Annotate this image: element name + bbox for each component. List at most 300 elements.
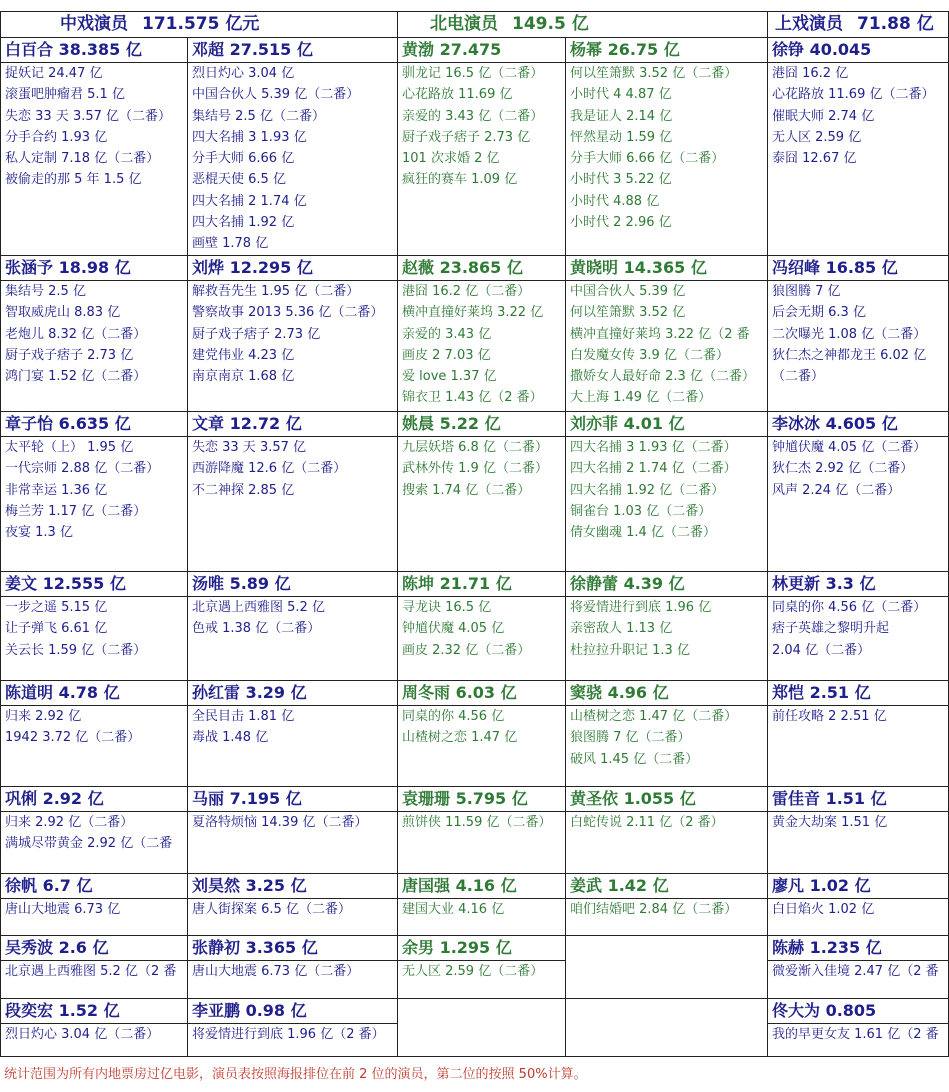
actor-cell bbox=[772, 413, 946, 570]
name-divider bbox=[397, 705, 565, 706]
film-entry: 爱 love 1.37 亿 bbox=[402, 369, 497, 385]
actor-cell bbox=[192, 39, 394, 254]
group-header bbox=[60, 12, 259, 36]
film-entry: 分手大师 6.66 亿 bbox=[192, 151, 295, 167]
actor-name: 徐铮 40.045 bbox=[772, 40, 872, 59]
film-list bbox=[772, 597, 946, 661]
film-entry: 北京遇上西雅图 5.2 亿（2 番 bbox=[5, 964, 177, 979]
actor-cell bbox=[402, 413, 562, 570]
film-list bbox=[402, 281, 562, 409]
film-entry: 中国合伙人 5.39 亿（二番） bbox=[192, 87, 360, 103]
film-entry: 钟馗伏魔 4.05 亿 bbox=[402, 621, 505, 637]
film-entry: 唐山大地震 6.73 亿（二番） bbox=[192, 964, 360, 979]
film-entry: 武林外传 1.9 亿（二番） bbox=[402, 461, 548, 477]
film-list bbox=[570, 281, 764, 409]
film-entry: 何以笙箫默 3.52 亿 bbox=[570, 305, 686, 321]
film-entry: 何以笙箫默 3.52 亿（二番） bbox=[570, 66, 738, 81]
name-divider bbox=[767, 960, 949, 961]
name-divider bbox=[397, 811, 565, 812]
film-entry: 1942 3.72 亿（二番） bbox=[5, 730, 141, 746]
name-divider bbox=[0, 960, 187, 961]
film-entry: 小时代 3 5.22 亿 bbox=[570, 172, 672, 188]
film-entry: 关云长 1.59 亿（二番） bbox=[5, 642, 147, 658]
actor-cell bbox=[192, 937, 394, 997]
film-list bbox=[570, 597, 764, 661]
column-divider bbox=[397, 11, 398, 1056]
film-entry: 一代宗师 2.88 亿（二番） bbox=[5, 461, 160, 477]
name-divider bbox=[397, 436, 565, 437]
name-divider bbox=[187, 436, 397, 437]
film-entry: 101 次求婚 2 亿 bbox=[402, 151, 500, 167]
film-entry: 痞子英雄之黎明升起 bbox=[772, 621, 890, 637]
film-list bbox=[5, 63, 184, 191]
film-list bbox=[192, 437, 394, 501]
row-divider bbox=[0, 998, 949, 999]
actor-name: 郑恺 2.51 亿 bbox=[772, 683, 871, 702]
film-entry: 我是证人 2.14 亿 bbox=[570, 108, 673, 124]
actor-cell bbox=[772, 937, 946, 997]
actor-name: 陈道明 4.78 亿 bbox=[5, 683, 120, 702]
film-entry: 煎饼侠 11.59 亿（二番） bbox=[402, 815, 552, 830]
name-divider bbox=[187, 1023, 397, 1024]
actor-cell bbox=[5, 257, 184, 410]
actor-cell bbox=[5, 875, 184, 934]
film-entry: 山楂树之恋 1.47 亿 bbox=[402, 730, 518, 746]
film-list bbox=[192, 812, 394, 833]
film-entry: 横冲直撞好莱坞 3.22 亿（2 番 bbox=[570, 326, 750, 342]
film-entry: 狼图腾 7 亿 bbox=[772, 284, 841, 299]
column-divider bbox=[565, 37, 566, 1056]
film-entry: 杜拉拉升职记 1.3 亿 bbox=[570, 642, 690, 658]
group-total: 149.5 亿 bbox=[512, 14, 589, 34]
film-list bbox=[5, 961, 184, 982]
group-total: 71.88 亿 bbox=[857, 14, 934, 34]
film-entry: 厨子戏子痞子 2.73 亿 bbox=[192, 326, 321, 342]
film-entry: 铜雀台 1.03 亿（二番） bbox=[570, 503, 712, 519]
actor-name: 张涵予 18.98 亿 bbox=[5, 258, 131, 277]
actor-cell bbox=[772, 573, 946, 679]
film-entry: 前任攻略 2 2.51 亿 bbox=[772, 709, 887, 724]
actor-cell bbox=[402, 682, 562, 785]
film-entry: 同桌的你 4.56 亿 bbox=[402, 709, 505, 724]
film-entry: 疯狂的赛车 1.09 亿 bbox=[402, 172, 518, 188]
actor-name: 马丽 7.195 亿 bbox=[192, 789, 302, 808]
group-header bbox=[430, 12, 589, 36]
actor-name: 周冬雨 6.03 亿 bbox=[402, 683, 517, 702]
film-entry: 夜宴 1.3 亿 bbox=[5, 525, 73, 541]
film-entry: 画皮 2 7.03 亿 bbox=[402, 347, 491, 363]
name-divider bbox=[397, 898, 565, 899]
name-divider bbox=[0, 436, 187, 437]
actor-name: 余男 1.295 亿 bbox=[402, 938, 512, 957]
name-divider bbox=[767, 280, 949, 281]
actor-name: 刘亦菲 4.01 亿 bbox=[570, 414, 685, 433]
film-entry: 风声 2.24 亿（二番） bbox=[772, 482, 901, 498]
film-entry: 全民目击 1.81 亿 bbox=[192, 709, 295, 724]
actor-cell bbox=[772, 39, 946, 254]
film-entry: 黄金大劫案 1.51 亿 bbox=[772, 815, 888, 830]
film-entry: 厨子戏子痞子 2.73 亿 bbox=[5, 347, 134, 363]
film-list bbox=[192, 63, 394, 255]
film-entry: 我的早更女友 1.61 亿（2 番 bbox=[772, 1027, 939, 1042]
actor-cell bbox=[192, 1000, 394, 1055]
film-list bbox=[402, 706, 562, 749]
film-entry: 唐山大地震 6.73 亿 bbox=[5, 902, 121, 917]
row-divider bbox=[0, 37, 949, 38]
actor-name: 白百合 38.385 亿 bbox=[5, 40, 142, 59]
actor-cell bbox=[570, 682, 764, 785]
film-entry: 梅兰芳 1.17 亿（二番） bbox=[5, 503, 147, 519]
film-entry: 归来 2.92 亿 bbox=[5, 709, 82, 724]
column-divider bbox=[187, 37, 188, 1056]
film-list bbox=[192, 961, 394, 982]
actor-cell bbox=[570, 573, 764, 679]
film-list bbox=[5, 281, 184, 387]
film-entry: 四大名捕 3 1.93 亿（二番） bbox=[570, 440, 737, 455]
name-divider bbox=[565, 62, 767, 63]
name-divider bbox=[0, 596, 187, 597]
actor-cell bbox=[570, 39, 764, 254]
name-divider bbox=[397, 62, 565, 63]
film-entry: 北京遇上西雅图 5.2 亿 bbox=[192, 600, 325, 615]
name-divider bbox=[767, 705, 949, 706]
film-entry: 四大名捕 1.92 亿 bbox=[192, 215, 295, 231]
actor-name: 姚晨 5.22 亿 bbox=[402, 414, 501, 433]
actor-name: 唐国强 4.16 亿 bbox=[402, 876, 517, 895]
actor-name: 徐静蕾 4.39 亿 bbox=[570, 574, 685, 593]
film-entry: 四大名捕 2 1.74 亿 bbox=[192, 193, 307, 209]
group-total: 171.575 亿元 bbox=[142, 14, 260, 34]
film-entry: 太平轮（上） 1.95 亿 bbox=[5, 440, 134, 455]
name-divider bbox=[187, 62, 397, 63]
film-entry: 将爱情进行到底 1.96 亿（2 番） bbox=[192, 1027, 385, 1042]
actor-cell bbox=[570, 413, 764, 570]
actor-cell bbox=[192, 875, 394, 934]
film-entry: 归来 2.92 亿（二番） bbox=[5, 815, 134, 830]
film-list bbox=[192, 1024, 394, 1045]
film-entry: 微爱渐入佳境 2.47 亿（2 番 bbox=[772, 964, 939, 979]
name-divider bbox=[187, 280, 397, 281]
film-list bbox=[772, 281, 946, 387]
film-entry: 被偷走的那 5 年 1.5 亿 bbox=[5, 172, 142, 188]
actor-name: 段奕宏 1.52 亿 bbox=[5, 1001, 120, 1020]
film-entry: 毒战 1.48 亿 bbox=[192, 730, 269, 746]
film-entry: 狼图腾 7 亿（二番） bbox=[570, 730, 691, 746]
film-entry: 破风 1.45 亿（二番） bbox=[570, 751, 699, 767]
film-list bbox=[772, 961, 946, 982]
film-entry: 2.04 亿（二番） bbox=[772, 642, 871, 658]
film-entry: 捉妖记 24.47 亿 bbox=[5, 66, 103, 81]
film-entry: 大上海 1.49 亿（二番） bbox=[570, 390, 712, 406]
film-list bbox=[570, 899, 764, 920]
film-entry: 满城尽带黄金 2.92 亿（二番 bbox=[5, 836, 173, 852]
film-list bbox=[570, 706, 764, 770]
actor-cell bbox=[192, 413, 394, 570]
actor-name: 邓超 27.515 亿 bbox=[192, 40, 313, 59]
row-divider bbox=[0, 571, 949, 572]
film-entry: 泰囧 12.67 亿 bbox=[772, 151, 857, 167]
film-entry: 夏洛特烦恼 14.39 亿（二番） bbox=[192, 815, 368, 830]
film-list bbox=[402, 899, 562, 920]
name-divider bbox=[565, 436, 767, 437]
actor-name: 文章 12.72 亿 bbox=[192, 414, 302, 433]
actor-cell bbox=[192, 573, 394, 679]
film-list bbox=[772, 63, 946, 169]
film-entry: 钟馗伏魔 4.05 亿（二番） bbox=[772, 440, 927, 455]
film-entry: 建国大业 4.16 亿 bbox=[402, 902, 505, 917]
film-entry: 催眠大师 2.74 亿 bbox=[772, 108, 875, 124]
film-entry: 四大名捕 2 1.74 亿（二番） bbox=[570, 461, 737, 477]
film-entry: 分手合约 1.93 亿 bbox=[5, 129, 108, 145]
film-entry: 白蛇传说 2.11 亿（2 番） bbox=[570, 815, 724, 830]
actor-name: 章子怡 6.635 亿 bbox=[5, 414, 131, 433]
actor-name: 赵薇 23.865 亿 bbox=[402, 258, 523, 277]
film-entry: 小时代 2 2.96 亿 bbox=[570, 215, 672, 231]
film-entry: 鸿门宴 1.52 亿（二番） bbox=[5, 369, 147, 385]
name-divider bbox=[767, 596, 949, 597]
row-divider bbox=[0, 873, 949, 874]
film-list bbox=[570, 437, 764, 543]
actor-name: 姜文 12.555 亿 bbox=[5, 574, 126, 593]
film-list bbox=[192, 597, 394, 640]
film-entry: 智取威虎山 8.83 亿 bbox=[5, 305, 121, 321]
actor-cell bbox=[5, 413, 184, 570]
name-divider bbox=[187, 898, 397, 899]
film-entry: 不二神探 2.85 亿 bbox=[192, 482, 295, 498]
name-divider bbox=[565, 811, 767, 812]
actor-name: 巩俐 2.92 亿 bbox=[5, 789, 104, 808]
film-entry: 失恋 33 天 3.57 亿 bbox=[192, 440, 307, 455]
film-list bbox=[570, 63, 764, 233]
film-entry: 横冲直撞好莱坞 3.22 亿 bbox=[402, 305, 544, 321]
film-entry: 警察故事 2013 5.36 亿（二番） bbox=[192, 305, 384, 321]
name-divider bbox=[767, 1023, 949, 1024]
film-list bbox=[5, 899, 184, 920]
film-list bbox=[570, 812, 764, 833]
film-entry: 后会无期 6.3 亿 bbox=[772, 305, 866, 321]
film-entry: 色戒 1.38 亿（二番） bbox=[192, 621, 321, 637]
film-entry: 一步之遥 5.15 亿 bbox=[5, 600, 108, 615]
name-divider bbox=[565, 596, 767, 597]
film-entry: （二番） bbox=[772, 369, 825, 385]
name-divider bbox=[187, 596, 397, 597]
actor-cell bbox=[5, 937, 184, 997]
actor-name: 袁珊珊 5.795 亿 bbox=[402, 789, 528, 808]
actor-cell bbox=[772, 682, 946, 785]
name-divider bbox=[397, 596, 565, 597]
film-entry: 亲爱的 3.43 亿（二番） bbox=[402, 108, 544, 124]
film-entry: 怦然星动 1.59 亿 bbox=[570, 129, 673, 145]
name-divider bbox=[397, 960, 565, 961]
column-divider bbox=[767, 11, 768, 1056]
actor-name: 黄渤 27.475 bbox=[402, 40, 502, 59]
row-divider bbox=[0, 411, 949, 412]
actor-cell bbox=[570, 937, 764, 997]
film-list bbox=[5, 1024, 184, 1045]
film-entry: 撒娇女人最好命 2.3 亿（二番） bbox=[570, 369, 755, 385]
actor-cell bbox=[192, 788, 394, 872]
film-entry: 无人区 2.59 亿 bbox=[772, 129, 862, 145]
row-divider bbox=[0, 680, 949, 681]
film-list bbox=[192, 899, 394, 920]
actor-cell bbox=[402, 39, 562, 254]
film-entry: 心花路放 11.69 亿（二番） bbox=[772, 87, 935, 103]
film-entry: 私人定制 7.18 亿（二番） bbox=[5, 151, 160, 167]
name-divider bbox=[187, 811, 397, 812]
name-divider bbox=[0, 811, 187, 812]
actor-cell bbox=[192, 257, 394, 410]
film-entry: 烈日灼心 3.04 亿 bbox=[192, 66, 295, 81]
film-entry: 烈日灼心 3.04 亿（二番） bbox=[5, 1027, 160, 1042]
film-list bbox=[5, 597, 184, 661]
film-entry: 集结号 2.5 亿（二番） bbox=[192, 108, 325, 124]
row-divider bbox=[0, 1056, 949, 1057]
name-divider bbox=[0, 898, 187, 899]
film-entry: 滚蛋吧肿瘤君 5.1 亿 bbox=[5, 87, 125, 103]
film-entry: 小时代 4 4.87 亿 bbox=[570, 87, 672, 103]
actor-name: 陈坤 21.71 亿 bbox=[402, 574, 512, 593]
name-divider bbox=[0, 705, 187, 706]
film-list bbox=[772, 1024, 946, 1045]
film-entry: 寻龙诀 16.5 亿 bbox=[402, 600, 492, 615]
actor-name: 孙红雷 3.29 亿 bbox=[192, 683, 307, 702]
film-list bbox=[5, 437, 184, 543]
actor-name: 陈赫 1.235 亿 bbox=[772, 938, 882, 957]
actor-cell bbox=[5, 573, 184, 679]
film-list bbox=[402, 812, 562, 833]
actor-name: 窦骁 4.96 亿 bbox=[570, 683, 669, 702]
actor-cell bbox=[5, 1000, 184, 1055]
name-divider bbox=[767, 898, 949, 899]
actor-cell bbox=[772, 788, 946, 872]
film-entry: 港囧 16.2 亿（二番） bbox=[402, 284, 531, 299]
actor-cell bbox=[402, 788, 562, 872]
film-entry: 老炮儿 8.32 亿（二番） bbox=[5, 326, 147, 342]
film-entry: 失恋 33 天 3.57 亿（二番） bbox=[5, 108, 172, 124]
name-divider bbox=[767, 811, 949, 812]
film-entry: 让子弹飞 6.61 亿 bbox=[5, 621, 108, 637]
film-entry: 分手大师 6.66 亿（二番） bbox=[570, 151, 725, 167]
actor-cell bbox=[402, 257, 562, 410]
film-entry: 锦衣卫 1.43 亿（2 番） bbox=[402, 390, 543, 406]
film-entry: 小时代 4.88 亿 bbox=[570, 193, 660, 209]
film-entry: 唐人街探案 6.5 亿（二番） bbox=[192, 902, 351, 917]
actor-name: 李亚鹏 0.98 亿 bbox=[192, 1001, 307, 1020]
film-list bbox=[402, 437, 562, 501]
film-entry: 狄仁杰 2.92 亿（二番） bbox=[772, 461, 914, 477]
actor-name: 雷佳音 1.51 亿 bbox=[772, 789, 887, 808]
film-entry: 港囧 16.2 亿 bbox=[772, 66, 849, 81]
actor-cell bbox=[5, 682, 184, 785]
film-entry: 心花路放 11.69 亿 bbox=[402, 87, 513, 103]
film-entry: 画皮 2.32 亿（二番） bbox=[402, 642, 531, 658]
film-entry: 无人区 2.59 亿（二番） bbox=[402, 964, 544, 979]
film-entry: 倩女幽魂 1.4 亿（二番） bbox=[570, 525, 716, 541]
actor-cell bbox=[5, 39, 184, 254]
actor-name: 刘昊然 3.25 亿 bbox=[192, 876, 307, 895]
actor-cell bbox=[772, 875, 946, 934]
film-entry: 白日焰火 1.02 亿 bbox=[772, 902, 875, 917]
film-list bbox=[192, 706, 394, 749]
actor-name: 佟大为 0.805 bbox=[772, 1001, 877, 1020]
film-entry: 西游降魔 12.6 亿（二番） bbox=[192, 461, 347, 477]
actor-name: 刘烨 12.295 亿 bbox=[192, 258, 313, 277]
actor-cell bbox=[402, 573, 562, 679]
group-label: 中戏演员 bbox=[60, 14, 128, 34]
film-entry: 亲密敌人 1.13 亿 bbox=[570, 621, 673, 637]
film-list bbox=[5, 706, 184, 749]
film-entry: 将爱情进行到底 1.96 亿 bbox=[570, 600, 712, 615]
row-divider bbox=[0, 935, 949, 936]
name-divider bbox=[187, 960, 397, 961]
actor-name: 李冰冰 4.605 亿 bbox=[772, 414, 898, 433]
actor-cell bbox=[570, 1000, 764, 1055]
name-divider bbox=[187, 705, 397, 706]
film-entry: 白发魔女传 3.9 亿（二番） bbox=[570, 347, 729, 363]
film-list bbox=[5, 812, 184, 855]
group-label: 上戏演员 bbox=[775, 14, 843, 34]
film-entry: 集结号 2.5 亿 bbox=[5, 284, 86, 299]
film-entry: 九层妖塔 6.8 亿（二番） bbox=[402, 440, 548, 455]
film-entry: 山楂树之恋 1.47 亿（二番） bbox=[570, 709, 738, 724]
film-entry: 恶棍天使 6.5 亿 bbox=[192, 172, 286, 188]
film-entry: 咱们结婚吧 2.84 亿（二番） bbox=[570, 902, 738, 917]
actor-cell bbox=[402, 937, 562, 997]
actor-cell bbox=[402, 1000, 562, 1055]
film-entry: 同桌的你 4.56 亿（二番） bbox=[772, 600, 927, 615]
actor-name: 廖凡 1.02 亿 bbox=[772, 876, 871, 895]
film-entry: 亲爱的 3.43 亿 bbox=[402, 326, 492, 342]
actor-cell bbox=[772, 257, 946, 410]
film-entry: 厨子戏子痞子 2.73 亿 bbox=[402, 129, 531, 145]
film-list bbox=[772, 706, 946, 727]
actor-name: 林更新 3.3 亿 bbox=[772, 574, 876, 593]
name-divider bbox=[767, 62, 949, 63]
film-entry: 搜索 1.74 亿（二番） bbox=[402, 482, 531, 498]
film-list bbox=[402, 597, 562, 661]
actor-cell bbox=[570, 875, 764, 934]
actor-cell bbox=[192, 682, 394, 785]
film-list bbox=[402, 63, 562, 191]
film-entry: 驯龙记 16.5 亿（二番） bbox=[402, 66, 544, 81]
footnote: 统计范围为所有内地票房过亿电影，演员表按照海报排位在前 2 位的演员，第二位的按照 50%计算。 bbox=[4, 1067, 587, 1082]
film-entry: 非常幸运 1.36 亿 bbox=[5, 482, 108, 498]
film-entry: 四大名捕 1.92 亿（二番） bbox=[570, 482, 725, 498]
row-divider bbox=[0, 786, 949, 787]
film-entry: 狄仁杰之神都龙王 6.02 亿 bbox=[772, 347, 927, 363]
film-entry: 画壁 1.78 亿 bbox=[192, 236, 269, 252]
actor-name: 汤唯 5.89 亿 bbox=[192, 574, 291, 593]
actor-name: 黄圣依 1.055 亿 bbox=[570, 789, 696, 808]
actor-name: 张静初 3.365 亿 bbox=[192, 938, 318, 957]
actor-cell bbox=[402, 875, 562, 934]
name-divider bbox=[565, 705, 767, 706]
column-divider bbox=[0, 11, 1, 1056]
actor-name: 黄晓明 14.365 亿 bbox=[570, 258, 707, 277]
name-divider bbox=[0, 62, 187, 63]
film-entry: 二次曝光 1.08 亿（二番） bbox=[772, 326, 927, 342]
actor-name: 姜武 1.42 亿 bbox=[570, 876, 669, 895]
actor-name: 徐帆 6.7 亿 bbox=[5, 876, 93, 895]
film-list bbox=[192, 281, 394, 387]
actor-cell bbox=[772, 1000, 946, 1055]
name-divider bbox=[767, 436, 949, 437]
actor-cell bbox=[570, 788, 764, 872]
name-divider bbox=[565, 898, 767, 899]
film-list bbox=[772, 437, 946, 501]
film-list bbox=[402, 961, 562, 982]
name-divider bbox=[0, 280, 187, 281]
